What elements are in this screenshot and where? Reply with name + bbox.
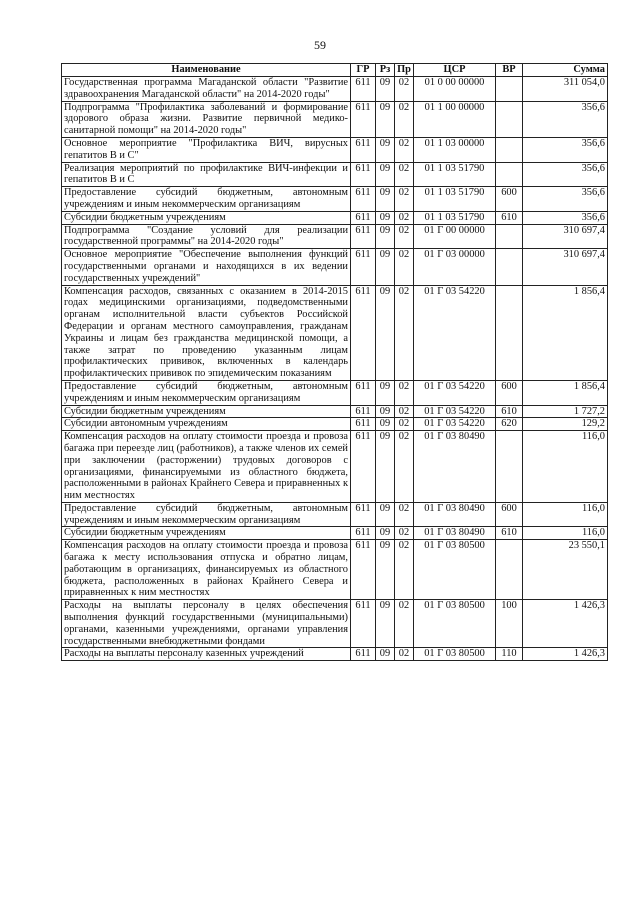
- cell-csr: 01 Г 03 54220: [414, 380, 496, 405]
- cell-gr: 611: [351, 224, 376, 249]
- cell-gr: 611: [351, 648, 376, 661]
- cell-pr: 02: [395, 418, 414, 431]
- cell-gr: 611: [351, 137, 376, 162]
- cell-csr: 01 0 00 00000: [414, 77, 496, 102]
- cell-pr: 02: [395, 162, 414, 187]
- cell-csr: 01 Г 03 80490: [414, 527, 496, 540]
- cell-vr: 110: [496, 648, 523, 661]
- cell-csr: 01 Г 03 80500: [414, 540, 496, 600]
- cell-vr: [496, 101, 523, 137]
- header-vr: ВР: [496, 64, 523, 77]
- cell-sum: 1 856,4: [523, 285, 608, 380]
- cell-pr: 02: [395, 249, 414, 285]
- cell-name: Компенсация расходов на оплату стоимости проезда и провоза багажа к месту использования отпуска и обратно лицам, работающим в организациях, финансируемых из областного бюджета, расположенных в районах Крайнего Севера и приравненных к ним местностях: [62, 540, 351, 600]
- cell-gr: 611: [351, 418, 376, 431]
- cell-sum: 356,6: [523, 101, 608, 137]
- cell-sum: 356,6: [523, 162, 608, 187]
- header-row: [62, 64, 608, 77]
- table-row: [62, 137, 608, 162]
- cell-name: Основное мероприятие "Профилактика ВИЧ, вирусных гепатитов В и С": [62, 137, 351, 162]
- cell-gr: 611: [351, 211, 376, 224]
- cell-name: Подпрограмма "Профилактика заболеваний и формирование здорового образа жизни. Развитие первичной медико-санитарной помощи" на 2014-2020 годы": [62, 101, 351, 137]
- cell-csr: 01 1 00 00000: [414, 101, 496, 137]
- cell-name: Компенсация расходов, связанных с оказанием в 2014-2015 годах медицинскими организациями, подведомственными органам исполнительной власти субъектов Российской Федерации и органам местного самоуправления, гражданам Украины и лицам без гражданства медицинской помощи, а также затрат по проведению указанным лицам профилактических прививок, включенных в календарь профилактических прививок по эпидемическим показаниям: [62, 285, 351, 380]
- header-rz: Рз: [376, 64, 395, 77]
- cell-gr: 611: [351, 187, 376, 212]
- cell-pr: 02: [395, 77, 414, 102]
- cell-vr: 600: [496, 502, 523, 527]
- table-row: [62, 431, 608, 503]
- cell-rz: 09: [376, 137, 395, 162]
- header-name: Наименование: [62, 64, 351, 77]
- cell-rz: 09: [376, 101, 395, 137]
- cell-name: Основное мероприятие "Обеспечение выполнения функций государственными органами и находящихся в их ведении государственных учреждений": [62, 249, 351, 285]
- cell-sum: 116,0: [523, 431, 608, 503]
- cell-csr: 01 Г 03 80490: [414, 431, 496, 503]
- table-row: [62, 211, 608, 224]
- cell-name: Предоставление субсидий бюджетным, автономным учреждениям и иным некоммерческим организациям: [62, 502, 351, 527]
- cell-rz: 09: [376, 600, 395, 648]
- cell-csr: 01 1 03 51790: [414, 187, 496, 212]
- cell-name: Субсидии бюджетным учреждениям: [62, 405, 351, 418]
- cell-sum: 1 727,2: [523, 405, 608, 418]
- cell-name: Государственная программа Магаданской области "Развитие здравоохранения Магаданской области" на 2014-2020 годы": [62, 77, 351, 102]
- cell-vr: 610: [496, 527, 523, 540]
- cell-rz: 09: [376, 540, 395, 600]
- table-body: [62, 77, 608, 661]
- table-row: [62, 187, 608, 212]
- cell-sum: 1 426,3: [523, 648, 608, 661]
- table-row: [62, 502, 608, 527]
- table-row: [62, 162, 608, 187]
- cell-gr: 611: [351, 527, 376, 540]
- cell-name: Подпрограмма "Создание условий для реализации государственной программы" на 2014-2020 годы": [62, 224, 351, 249]
- table-row: [62, 527, 608, 540]
- cell-pr: 02: [395, 600, 414, 648]
- cell-rz: 09: [376, 249, 395, 285]
- cell-pr: 02: [395, 405, 414, 418]
- cell-rz: 09: [376, 187, 395, 212]
- page-number: 59: [314, 38, 326, 52]
- cell-name: Субсидии бюджетным учреждениям: [62, 527, 351, 540]
- cell-pr: 02: [395, 502, 414, 527]
- cell-pr: 02: [395, 137, 414, 162]
- cell-gr: 611: [351, 101, 376, 137]
- cell-rz: 09: [376, 77, 395, 102]
- cell-vr: [496, 431, 523, 503]
- cell-rz: 09: [376, 648, 395, 661]
- cell-sum: 129,2: [523, 418, 608, 431]
- cell-sum: 116,0: [523, 502, 608, 527]
- cell-name: Предоставление субсидий бюджетным, автономным учреждениям и иным некоммерческим организациям: [62, 187, 351, 212]
- table-row: [62, 77, 608, 102]
- cell-sum: 1 426,3: [523, 600, 608, 648]
- cell-vr: [496, 285, 523, 380]
- cell-gr: 611: [351, 431, 376, 503]
- cell-rz: 09: [376, 405, 395, 418]
- cell-vr: 610: [496, 405, 523, 418]
- cell-vr: 100: [496, 600, 523, 648]
- cell-gr: 611: [351, 162, 376, 187]
- cell-gr: 611: [351, 249, 376, 285]
- cell-pr: 02: [395, 540, 414, 600]
- header-gr: ГР: [351, 64, 376, 77]
- cell-sum: 356,6: [523, 187, 608, 212]
- cell-pr: 02: [395, 648, 414, 661]
- header-pr: Пр: [395, 64, 414, 77]
- cell-rz: 09: [376, 502, 395, 527]
- cell-gr: 611: [351, 285, 376, 380]
- cell-sum: 310 697,4: [523, 249, 608, 285]
- cell-gr: 611: [351, 540, 376, 600]
- cell-pr: 02: [395, 101, 414, 137]
- table-row: [62, 285, 608, 380]
- cell-rz: 09: [376, 527, 395, 540]
- cell-gr: 611: [351, 77, 376, 102]
- table-row: [62, 224, 608, 249]
- table-row: [62, 540, 608, 600]
- cell-vr: [496, 224, 523, 249]
- cell-csr: 01 1 03 51790: [414, 162, 496, 187]
- cell-pr: 02: [395, 431, 414, 503]
- header-csr: ЦСР: [414, 64, 496, 77]
- cell-vr: [496, 162, 523, 187]
- cell-pr: 02: [395, 224, 414, 249]
- cell-name: Субсидии автономным учреждениям: [62, 418, 351, 431]
- cell-rz: 09: [376, 224, 395, 249]
- cell-gr: 611: [351, 405, 376, 418]
- cell-vr: 600: [496, 187, 523, 212]
- cell-csr: 01 Г 03 54220: [414, 285, 496, 380]
- cell-name: Субсидии бюджетным учреждениям: [62, 211, 351, 224]
- cell-csr: 01 Г 03 80500: [414, 600, 496, 648]
- table-row: [62, 648, 608, 661]
- cell-name: Расходы на выплаты персоналу казенных учреждений: [62, 648, 351, 661]
- table-row: [62, 600, 608, 648]
- cell-vr: 620: [496, 418, 523, 431]
- table-row: [62, 405, 608, 418]
- header-sum: Сумма: [523, 64, 608, 77]
- cell-sum: 23 550,1: [523, 540, 608, 600]
- cell-gr: 611: [351, 380, 376, 405]
- cell-rz: 09: [376, 162, 395, 187]
- table-row: [62, 101, 608, 137]
- cell-pr: 02: [395, 527, 414, 540]
- cell-rz: 09: [376, 380, 395, 405]
- cell-csr: 01 Г 00 00000: [414, 224, 496, 249]
- cell-sum: 356,6: [523, 211, 608, 224]
- cell-vr: 610: [496, 211, 523, 224]
- cell-sum: 311 054,0: [523, 77, 608, 102]
- cell-name: Реализация мероприятий по профилактике ВИЧ-инфекции и гепатитов В и С: [62, 162, 351, 187]
- cell-rz: 09: [376, 211, 395, 224]
- cell-vr: 600: [496, 380, 523, 405]
- cell-pr: 02: [395, 380, 414, 405]
- cell-name: Компенсация расходов на оплату стоимости проезда и провоза багажа при переезде лиц (работников), а также членов их семей при заключении (расторжении) трудовых договоров с организациями, финансируемыми из областного бюджета, расположенными в районах Крайнего Севера и приравненных к ним местностях: [62, 431, 351, 503]
- cell-sum: 356,6: [523, 137, 608, 162]
- cell-csr: 01 Г 03 54220: [414, 418, 496, 431]
- cell-rz: 09: [376, 285, 395, 380]
- cell-vr: [496, 77, 523, 102]
- cell-csr: 01 1 03 00000: [414, 137, 496, 162]
- cell-csr: 01 Г 03 00000: [414, 249, 496, 285]
- cell-csr: 01 Г 03 80500: [414, 648, 496, 661]
- cell-csr: 01 Г 03 80490: [414, 502, 496, 527]
- cell-pr: 02: [395, 285, 414, 380]
- cell-vr: [496, 249, 523, 285]
- table-row: [62, 380, 608, 405]
- cell-sum: 116,0: [523, 527, 608, 540]
- cell-csr: 01 1 03 51790: [414, 211, 496, 224]
- cell-name: Предоставление субсидий бюджетным, автономным учреждениям и иным некоммерческим организациям: [62, 380, 351, 405]
- cell-csr: 01 Г 03 54220: [414, 405, 496, 418]
- cell-pr: 02: [395, 187, 414, 212]
- cell-gr: 611: [351, 502, 376, 527]
- cell-pr: 02: [395, 211, 414, 224]
- cell-vr: [496, 540, 523, 600]
- cell-rz: 09: [376, 431, 395, 503]
- cell-gr: 611: [351, 600, 376, 648]
- budget-table: [61, 63, 608, 661]
- cell-rz: 09: [376, 418, 395, 431]
- table-row: [62, 418, 608, 431]
- table-row: [62, 249, 608, 285]
- cell-sum: 1 856,4: [523, 380, 608, 405]
- cell-name: Расходы на выплаты персоналу в целях обеспечения выполнения функций государственными (муниципальными) органами, казенными учреждениями, органами управления государственными внебюджетными фондами: [62, 600, 351, 648]
- cell-vr: [496, 137, 523, 162]
- cell-sum: 310 697,4: [523, 224, 608, 249]
